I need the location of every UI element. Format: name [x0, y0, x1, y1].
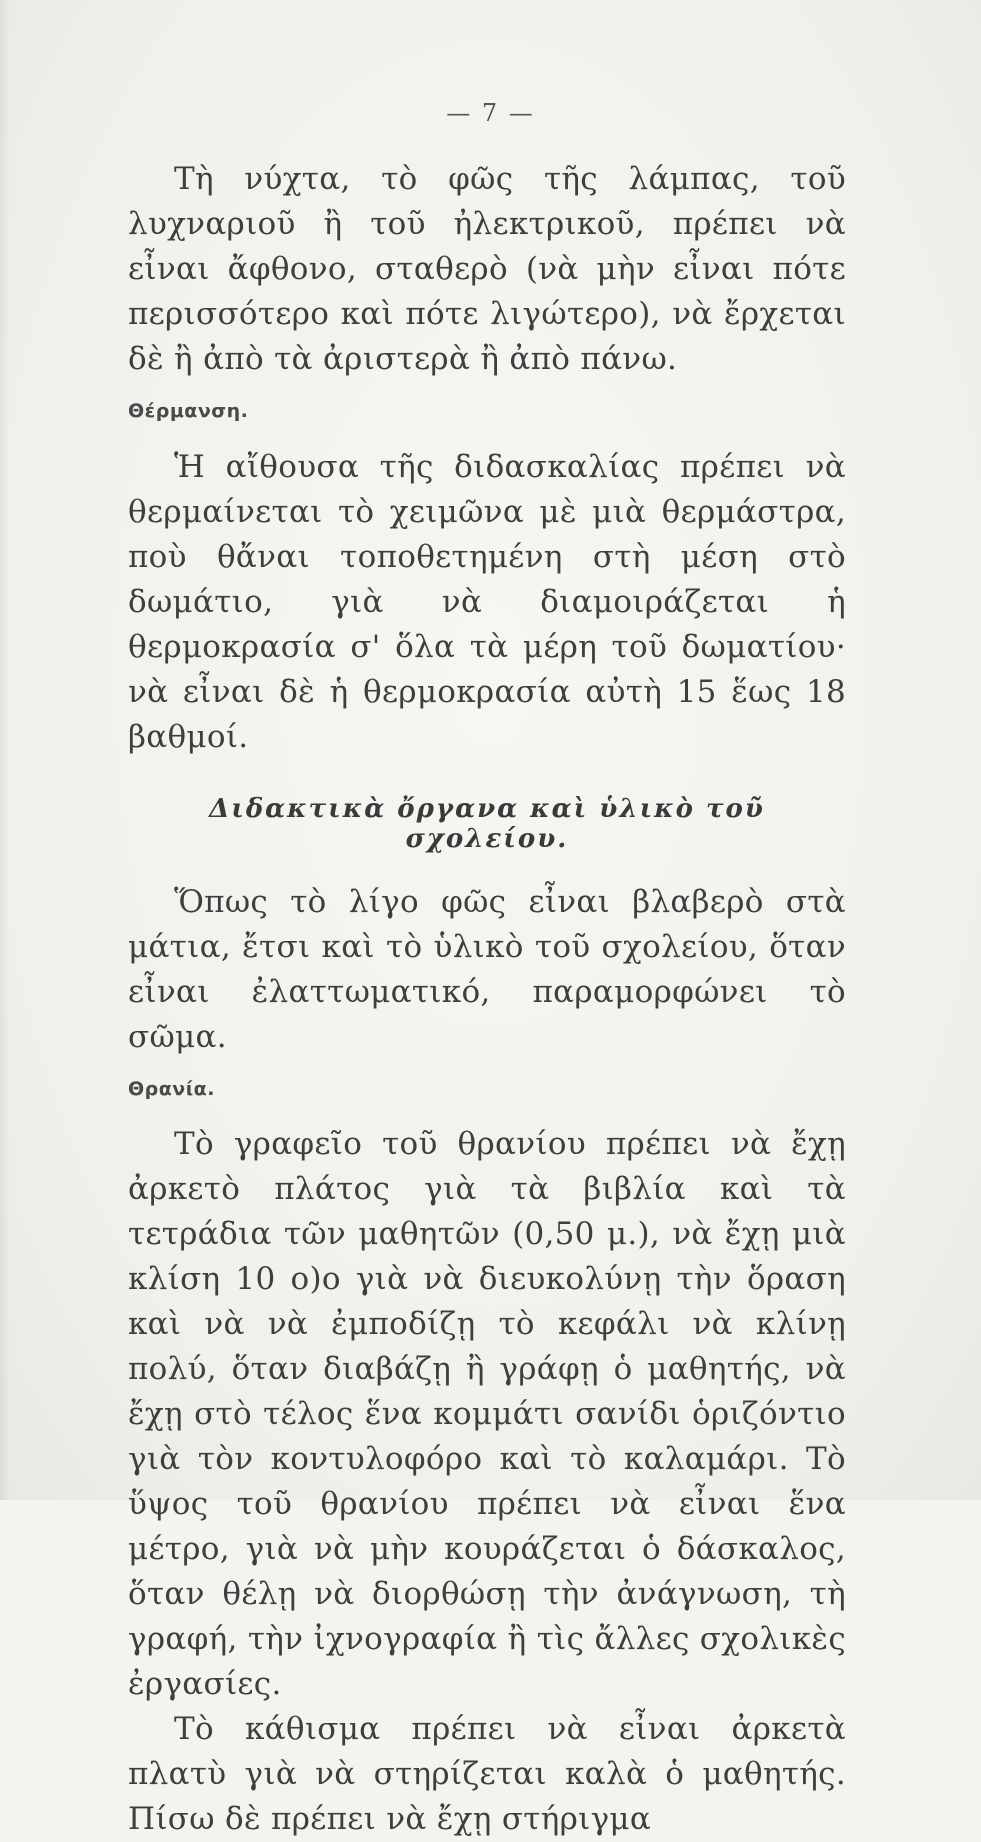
paragraph-seat: Τὸ κάθισμα πρέπει νὰ εἶναι ἀρκετὰ πλατὺ γιὰ νὰ στηρίζεται καλὰ ὁ μαθητής. Πίσω δὲ πρέπει νὰ ἔχῃ στήριγμα	[128, 1711, 846, 1837]
page-body	[128, 145, 846, 1842]
subheading-desks: Θρανία.	[128, 1078, 215, 1100]
paragraph-materials: Ὅπως τὸ λίγο φῶς εἶναι βλαβερὸ στὰ μάτια, ἔτσι καὶ τὸ ὑλικὸ τοῦ σχολείου, ὅταν εἶναι ἐλαττωματικό, παραμορφώνει τὸ σῶμα.	[128, 884, 846, 1055]
page-edge-shadow	[0, 0, 10, 1500]
page-number: — 7 —	[446, 99, 535, 127]
paragraph-heating: Ἡ αἴθουσα τῆς διδασκαλίας πρέπει νὰ θερμαίνεται τὸ χειμῶνα μὲ μιὰ θερμάστρα, ποὺ θἄναι τοποθετημένη στὴ μέση στὸ δωμάτιο, γιὰ νὰ διαμοιράζεται ἡ θερμοκρασία σ' ὅλα τὰ μέρη τοῦ δωματίου· νὰ εἶναι δὲ ἡ θερμοκρασία αὐτὴ 15 ἕως 18 βαθμοί.	[128, 449, 846, 755]
paragraph-night-lighting: Τὴ νύχτα, τὸ φῶς τῆς λάμπας, τοῦ λυχναριοῦ ἢ τοῦ ἠλεκτρικοῦ, πρέπει νὰ εἶναι ἄφθονο, σταθερὸ (νὰ μὴν εἶναι πότε περισσότερο καὶ πότε λιγώτερο), νὰ ἔρχεται δὲ ἢ ἀπὸ τὰ ἀριστερὰ ἢ ἀπὸ πάνω.	[128, 161, 846, 377]
paragraph-desks: Τὸ γραφεῖο τοῦ θρανίου πρέπει νὰ ἔχῃ ἀρκετὸ πλάτος γιὰ τὰ βιβλία καὶ τὰ τετράδια τῶν μαθητῶν (0,50 μ.), νὰ ἔχῃ μιὰ κλίση 10 ο)ο γιὰ νὰ διευκολύνῃ τὴν ὅραση καὶ νὰ νὰ ἐμποδίζῃ τὸ κεφάλι νὰ κλίνῃ πολύ, ὅταν διαβάζῃ ἢ γράφῃ ὁ μαθητής, νὰ ἔχῃ στὸ τέλος ἕνα κομμάτι σανίδι ὁριζόντιο γιὰ τὸν κοντυλοφόρο καὶ τὸ καλαμάρι. Τὸ ὕψος τοῦ θρανίου πρέπει νὰ εἶναι ἕνα μέτρο, γιὰ νὰ μὴν κουράζεται ὁ δάσκαλος, ὅταν θέλῃ νὰ διορθώσῃ τὴν ἀνάγνωση, τὴ γραφή, τὴν ἰχνογραφία ἢ τὶς ἄλλες σχολικὲς ἐργασίες.	[128, 1126, 846, 1702]
section-title-teaching-materials: Διδακτικὰ ὄργανα καὶ ὑλικὸ τοῦ σχολείου.	[209, 794, 765, 854]
subheading-heating: Θέρμανση.	[128, 400, 249, 422]
